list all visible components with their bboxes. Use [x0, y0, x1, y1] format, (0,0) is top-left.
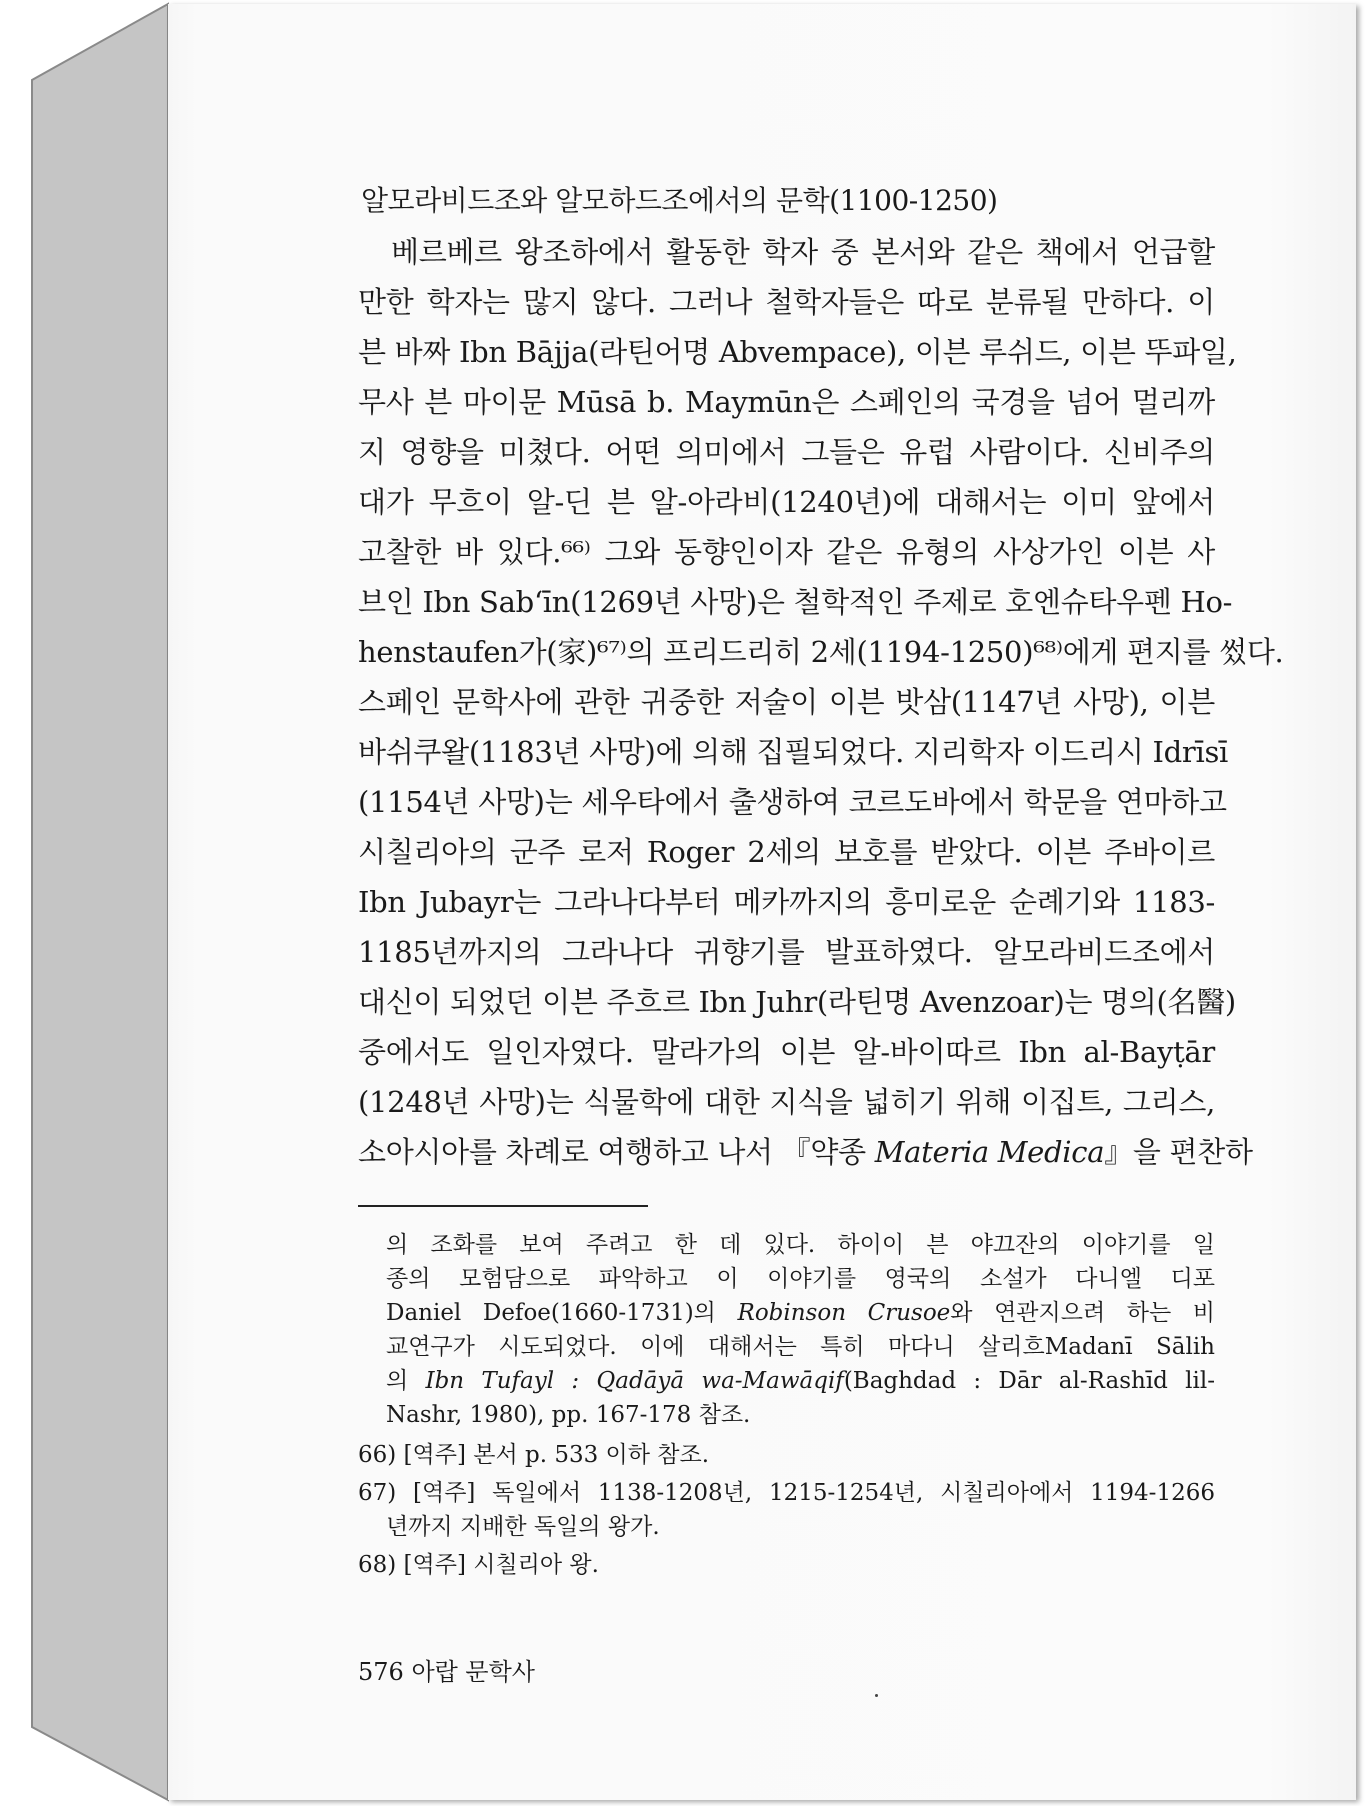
- footnote-cont-line-1: 의 조화를 보여 주려고 한 데 있다. 하이이 븐 야끄잔의 이야기를 일: [386, 1232, 1215, 1258]
- body-line-18: (1248년 사망)는 식물학에 대한 지식을 넓히기 위해 이집트, 그리스,: [358, 1085, 1215, 1119]
- body-line-3: 븐 바짜 Ibn Bājja(라틴어명 Abvempace), 이븐 루쉬드, 이븐 뚜파일,: [358, 335, 1237, 369]
- body-line-11: 바쉬쿠왈(1183년 사망)에 의해 집필되었다. 지리학자 이드리시 Idrīsī: [358, 735, 1228, 769]
- footnote-cont-line-3-a: Daniel Defoe(1660-1731)의: [386, 1300, 738, 1326]
- page-folio: 576 아랍 문학사: [358, 1658, 535, 1686]
- scan-speck: [875, 1694, 878, 1697]
- footnote-67-line-2: 년까지 지배한 독일의 왕가.: [386, 1514, 660, 1540]
- footnote-67-line-1: 67) [역주] 독일에서 1138-1208년, 1215-1254년, 시칠리아에서 1194-1266: [358, 1480, 1215, 1506]
- work-title-materia-medica: Materia Medica: [874, 1135, 1105, 1169]
- work-title-robinson-crusoe: Robinson Crusoe: [737, 1300, 951, 1326]
- footnote-cont-line-2: 종의 모험담으로 파악하고 이 이야기를 영국의 소설가 다니엘 디포: [386, 1266, 1215, 1292]
- body-line-6: 대가 무흐이 알-딘 븐 알-아라비(1240년)에 대해서는 이미 앞에서: [358, 485, 1215, 519]
- body-line-2: 만한 학자는 많지 않다. 그러나 철학자들은 따로 분류될 만하다. 이: [358, 285, 1215, 319]
- body-line-1: 베르베르 왕조하에서 활동한 학자 중 본서와 같은 책에서 언급할: [391, 235, 1215, 269]
- body-line-14: Ibn Jubayr는 그라나다부터 메카까지의 흥미로운 순례기와 1183-: [358, 885, 1215, 919]
- work-title-ibn-tufayl: Ibn Tufayl : Qadāyā wa-Mawāqif: [425, 1368, 844, 1394]
- footnote-cont-line-6: Nashr, 1980), pp. 167-178 참조.: [386, 1402, 751, 1428]
- body-line-12: (1154년 사망)는 세우타에서 출생하여 코르도바에서 학문을 연마하고: [358, 785, 1227, 819]
- body-line-19: [358, 1132, 1253, 1184]
- body-line-17: 중에서도 일인자였다. 말라가의 이븐 알-바이따르 Ibn al-Bayṭār: [358, 1035, 1215, 1069]
- body-line-9: henstaufen가(家)⁶⁷⁾의 프리드리히 2세(1194-1250)⁶⁸⁾에게 편지를 썼다.: [358, 635, 1284, 669]
- footnote-cont-line-4: 교연구가 시도되었다. 이에 대해서는 특히 마다니 살리흐Madanī Sālih: [386, 1334, 1215, 1360]
- body-line-15: 1185년까지의 그라나다 귀향기를 발표하였다. 알모라비드조에서: [358, 935, 1215, 969]
- body-line-10: 스페인 문학사에 관한 귀중한 저술이 이븐 밧삼(1147년 사망), 이븐: [358, 685, 1215, 719]
- footnote-68: 68) [역주] 시칠리아 왕.: [358, 1552, 599, 1578]
- body-line-8: 브인 Ibn Sab‘īn(1269년 사망)은 철학적인 주제로 호엔슈타우펜 Ho-: [358, 585, 1233, 619]
- footnote-cont-line-3: [386, 1298, 1215, 1328]
- body-line-4: 무사 븐 마이문 Mūsā b. Maymūn은 스페인의 국경을 넘어 멀리까: [358, 385, 1215, 419]
- footnote-66: 66) [역주] 본서 p. 533 이하 참조.: [358, 1442, 710, 1468]
- body-line-13: 시칠리아의 군주 로저 Roger 2세의 보호를 받았다. 이븐 주바이르: [358, 835, 1215, 869]
- footnote-cont-line-5: [386, 1366, 1215, 1396]
- footnote-separator: [358, 1205, 648, 1207]
- body-line-19-text-a: 소아시아를 차례로 여행하고 나서 『약종: [358, 1135, 875, 1169]
- body-line-7: 고찰한 바 있다.⁶⁶⁾ 그와 동향인이자 같은 유형의 사상가인 이븐 사: [358, 535, 1215, 569]
- book-page: [168, 4, 1356, 1800]
- footnote-cont-line-5-a: 의: [386, 1368, 426, 1394]
- body-line-16: 대신이 되었던 이븐 주흐르 Ibn Juhr(라틴명 Avenzoar)는 명의(名醫): [358, 985, 1236, 1019]
- footnote-cont-line-5-b: (Baghdad : Dār al-Rashīd lil-: [843, 1368, 1216, 1394]
- section-heading: 알모라비드조와 알모하드조에서의 문학(1100-1250): [361, 184, 998, 217]
- body-line-5: 지 영향을 미쳤다. 어떤 의미에서 그들은 유럽 사람이다. 신비주의: [358, 435, 1215, 469]
- footnote-cont-line-3-b: 와 연관지으려 하는 비: [950, 1300, 1216, 1326]
- body-line-19-text-b: 』을 편찬하: [1104, 1135, 1253, 1169]
